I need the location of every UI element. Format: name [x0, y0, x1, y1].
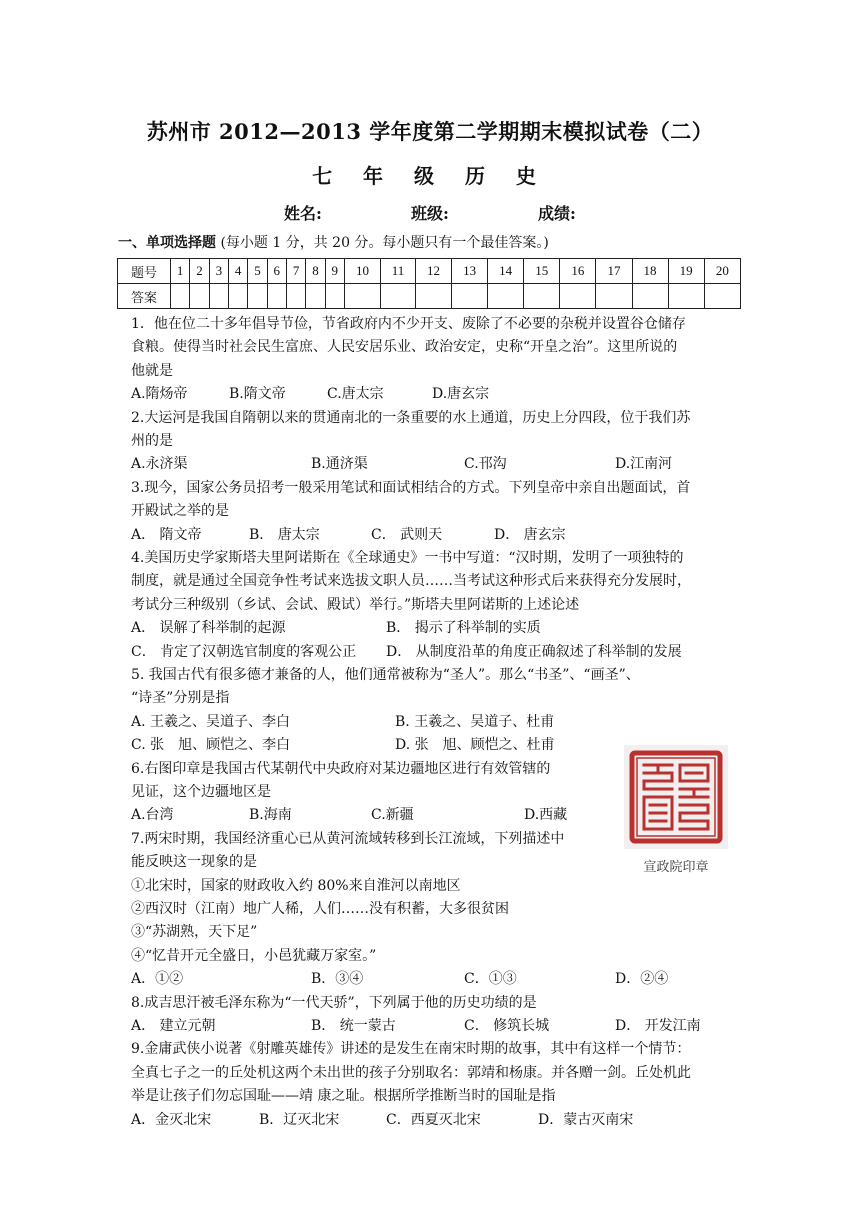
- question-text-line: 3.现今，国家公务员招考一般采用笔试和面试相结合的方式。下列皇帝中亲自出题面试，首: [131, 479, 691, 496]
- answer-cell[interactable]: [560, 284, 596, 309]
- name-label: 姓名:: [284, 204, 322, 223]
- question-text-line: 4.美国历史学家斯塔夫里阿诺斯在《全球通史》一书中写道：“汉时期，发明了一项独特的: [131, 550, 684, 567]
- question-1: [131, 313, 745, 407]
- option-c: C．①③: [464, 971, 517, 988]
- question-list: [131, 313, 745, 1132]
- question-7: [131, 828, 745, 992]
- option-row: [131, 641, 745, 664]
- option-b: B.海南: [249, 807, 292, 824]
- question-number-cell: 15: [524, 259, 560, 284]
- section-title: 一、单项选择题: [118, 235, 216, 251]
- option-row: [131, 711, 745, 734]
- question-text-line: ③“苏湖熟，天下足”: [131, 924, 258, 941]
- question-4: [131, 547, 745, 664]
- question-text-line: 7.两宋时期，我国经济重心已从黄河流域转移到长江流域，下列描述中: [131, 830, 565, 847]
- question-number-cell: 19: [668, 259, 704, 284]
- answer-cell[interactable]: [267, 284, 286, 309]
- option-d: D．蒙古灭南宋: [538, 1111, 634, 1128]
- option-b: B．辽灭北宋: [259, 1111, 340, 1128]
- question-text-line: ①北宋时，国家的财政收入约 80%来自淮河以南地区: [131, 877, 461, 894]
- question-text-line: “诗圣”分别是指: [131, 690, 230, 707]
- score-label: 成绩:: [538, 204, 576, 223]
- option-b: B.通济渠: [311, 456, 368, 473]
- option-row: [131, 453, 745, 476]
- option-b: B． 统一蒙古: [311, 1018, 396, 1035]
- option-d: D. 张 旭、顾恺之、杜甫: [395, 737, 555, 754]
- option-a: A． 误解了科举制的起源: [131, 620, 286, 637]
- question-text-line: 州的是: [131, 433, 173, 450]
- question-number-cell: 16: [560, 259, 596, 284]
- question-text-line: 举是让孩子们勿忘国耻——靖 康之耻。根据所学推断当时的国耻是指: [131, 1088, 556, 1105]
- answer-cell[interactable]: [452, 284, 488, 309]
- answer-table: [117, 258, 741, 309]
- option-a: A． 建立元朝: [131, 1018, 216, 1035]
- question-text-line: 见证，这个边疆地区是: [131, 784, 271, 801]
- option-d: D．②④: [615, 971, 669, 988]
- question-3: [131, 477, 745, 547]
- option-c: C．西夏灭北宋: [386, 1111, 481, 1128]
- option-c: C. 张 旭、顾恺之、李白: [131, 737, 291, 754]
- answer-cell[interactable]: [286, 284, 305, 309]
- option-c: C.新疆: [371, 807, 414, 824]
- question-text-line: 1．他在位二十多年倡导节俭，节省政府内不少开支、废除了不必要的杂税并设置谷仓储存: [131, 316, 686, 332]
- question-5: [131, 664, 745, 758]
- question-text-line: 6.右图印章是我国古代某朝代中央政府对某边疆地区进行有效管辖的: [131, 760, 551, 777]
- answer-cell[interactable]: [381, 284, 416, 309]
- question-text-line: 8.成吉思汗被毛泽东称为“一代天骄”，下列属于他的历史功绩的是: [131, 994, 537, 1011]
- option-d: D.唐玄宗: [432, 386, 490, 403]
- option-c: C.唐太宗: [327, 386, 384, 403]
- exam-subtitle: 七 年 级 历 史: [312, 164, 548, 188]
- answer-cell[interactable]: [306, 284, 325, 309]
- question-number-cell: 2: [190, 259, 209, 284]
- question-text-line: 5. 我国古代有很多德才兼备的人，他们通常被称为“圣人”。那么“书圣”、“画圣”、: [131, 667, 640, 684]
- answer-cell[interactable]: [488, 284, 524, 309]
- option-b: B. 王羲之、吴道子、杜甫: [395, 713, 555, 730]
- question-number-cell: 13: [452, 259, 488, 284]
- seal-stamp-icon: [624, 745, 728, 849]
- question-number-cell: 9: [325, 259, 344, 284]
- option-a: A． 隋文帝: [131, 526, 202, 543]
- section-note: (每小题 1 分，共 20 分。每小题只有一个最佳答案。): [216, 235, 549, 251]
- option-d: D． 唐玄宗: [494, 526, 566, 543]
- question-number-cell: 10: [344, 259, 380, 284]
- option-d: D． 开发江南: [615, 1018, 701, 1035]
- option-row: [131, 617, 745, 640]
- option-c: C． 肯定了汉朝选官制度的客观公正: [131, 643, 357, 660]
- option-a: A．金灭北宋: [131, 1111, 212, 1128]
- question-text-line: 开殿试之举的是: [131, 503, 229, 520]
- option-b: B． 唐太宗: [249, 526, 320, 543]
- number-row-label: 题号: [118, 259, 171, 284]
- option-row: [131, 1109, 745, 1132]
- option-a: A.隋炀帝: [131, 386, 188, 403]
- question-number-cell: 1: [171, 259, 190, 284]
- question-text-line: 食粮。使得当时社会民生富庶、人民安居乐业、政治安定，史称“开皇之治”。这里所说的: [131, 339, 678, 356]
- option-d: D.江南河: [615, 456, 673, 473]
- option-row: [131, 1015, 745, 1038]
- question-number-cell: 17: [596, 259, 632, 284]
- answer-cell[interactable]: [668, 284, 704, 309]
- question-text-line: 制度，就是通过全国竞争性考试来选拔文职人员……当考试这种形式后来获得充分发展时，: [131, 573, 691, 590]
- answer-cell[interactable]: [228, 284, 247, 309]
- class-label: 班级:: [411, 204, 449, 223]
- option-c: C． 武则天: [371, 526, 443, 543]
- exam-title: 苏州市 2012—2013 学年度第二学期期末模拟试卷（二）: [146, 119, 714, 144]
- option-row: [131, 524, 745, 547]
- option-c: C． 修筑长城: [464, 1018, 550, 1035]
- option-b: B.隋文帝: [229, 386, 286, 403]
- question-number-cell: 4: [228, 259, 247, 284]
- question-number-cell: 12: [415, 259, 451, 284]
- option-a: A.台湾: [131, 807, 174, 824]
- answer-cell[interactable]: [632, 284, 668, 309]
- option-c: C.邗沟: [464, 456, 507, 473]
- question-9: [131, 1038, 745, 1132]
- option-b: B．③④: [311, 971, 364, 988]
- question-8: [131, 992, 745, 1039]
- answer-cell[interactable]: [325, 284, 344, 309]
- option-a: A．①②: [131, 971, 184, 988]
- question-text-line: ②西汉时（江南）地广人稀，人们……没有积蓄，大多很贫困: [131, 901, 509, 918]
- answer-cell[interactable]: [344, 284, 380, 309]
- option-b: B． 揭示了科举制的实质: [386, 620, 541, 637]
- answer-cell[interactable]: [524, 284, 560, 309]
- question-text-line: 能反映这一现象的是: [131, 854, 257, 871]
- question-text-line: 考试分三种级别（乡试、会试、殿试）举行。”斯塔夫里阿诺斯的上述论述: [131, 596, 580, 613]
- option-a: A. 王羲之、吴道子、李白: [131, 713, 291, 730]
- question-number-cell: 7: [286, 259, 305, 284]
- question-number-cell: 18: [632, 259, 668, 284]
- option-a: A.永济渠: [131, 456, 188, 473]
- question-text-line: 2.大运河是我国自隋朝以来的贯通南北的一条重要的水上通道，历史上分四段，位于我们苏: [131, 409, 691, 426]
- question-number-cell: 3: [209, 259, 228, 284]
- question-text-line: 9.金庸武侠小说著《射雕英雄传》讲述的是发生在南宋时期的故事，其中有这样一个情节：: [131, 1041, 691, 1058]
- option-row: [131, 968, 745, 991]
- answer-cell[interactable]: [704, 284, 740, 309]
- option-d: D.西藏: [524, 807, 568, 824]
- answer-table-number-row: [118, 259, 741, 284]
- question-number-cell: 20: [704, 259, 740, 284]
- question-text-line: 全真七子之一的丘处机这两个未出世的孩子分别取名：郭靖和杨康。并各赠一剑。丘处机此: [131, 1064, 691, 1081]
- question-text-line: ④“忆昔开元全盛日，小邑犹藏万家室。”: [131, 947, 377, 964]
- question-number-cell: 14: [488, 259, 524, 284]
- seal-caption: 宣政院印章: [643, 860, 709, 875]
- question-number-cell: 5: [248, 259, 267, 284]
- option-row: [131, 383, 745, 406]
- answer-cell[interactable]: [171, 284, 190, 309]
- answer-cell[interactable]: [209, 284, 228, 309]
- option-d: D． 从制度沿革的角度正确叙述了科举制的发展: [386, 643, 682, 660]
- question-number-cell: 11: [381, 259, 416, 284]
- question-2: [131, 407, 745, 477]
- answer-cell[interactable]: [596, 284, 632, 309]
- question-text-line: 他就是: [131, 362, 173, 379]
- answer-cell[interactable]: [190, 284, 209, 309]
- question-number-cell: 6: [267, 259, 286, 284]
- answer-cell[interactable]: [248, 284, 267, 309]
- answer-row-label: 答案: [118, 284, 171, 309]
- answer-table-answer-row: [118, 284, 741, 309]
- section-heading: [118, 232, 549, 252]
- answer-cell[interactable]: [415, 284, 451, 309]
- question-number-cell: 8: [306, 259, 325, 284]
